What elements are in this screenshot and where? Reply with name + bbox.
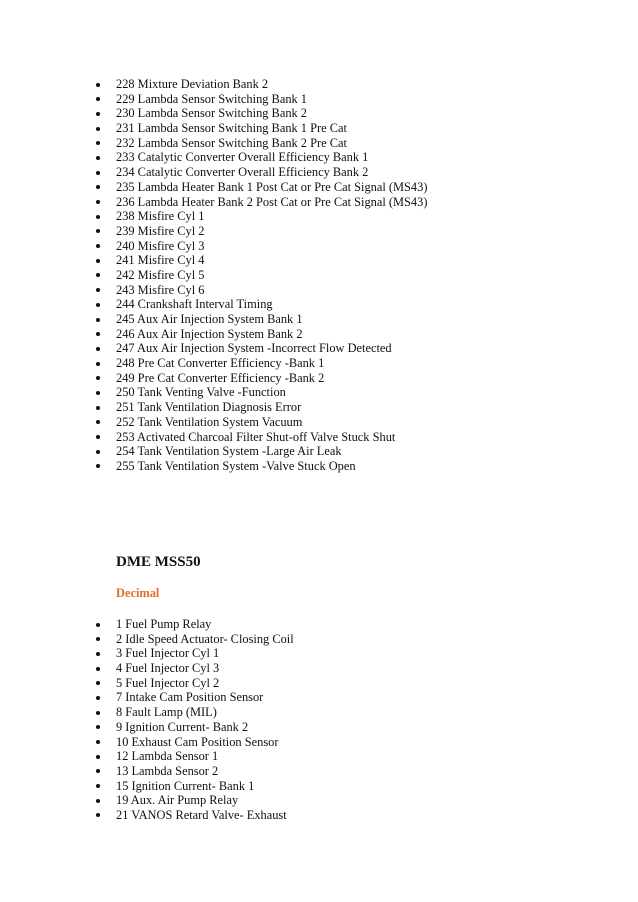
bullet-icon [96, 362, 100, 366]
bullet-icon [96, 127, 100, 131]
list-item-text: 255 Tank Ventilation System -Valve Stuck Open [116, 458, 356, 473]
list-item-text: 4 Fuel Injector Cyl 3 [116, 661, 220, 676]
list-item-text: 228 Mixture Deviation Bank 2 [116, 77, 269, 91]
bullet-icon [96, 711, 100, 715]
list-item-text: 239 Misfire Cyl 2 [116, 223, 205, 238]
bullet-icon [96, 406, 100, 410]
bullet-icon [96, 332, 100, 336]
list-item-text: 254 Tank Ventilation System -Large Air Leak [116, 444, 342, 459]
list-item-text: 252 Tank Ventilation System Vacuum [116, 414, 303, 429]
list-item-text: 236 Lambda Heater Bank 2 Post Cat or Pre Cat Signal (MS43) [116, 194, 428, 209]
list-item-text: 15 Ignition Current- Bank 1 [116, 778, 255, 793]
list-item-text: 21 VANOS Retard Valve- Exhaust [116, 807, 287, 822]
list-item-text: 8 Fault Lamp (MIL) [116, 705, 217, 720]
bullet-icon [96, 229, 100, 233]
list-item-text: 241 Misfire Cyl 4 [116, 253, 205, 268]
bullet-icon [96, 681, 100, 685]
bullet-icon [96, 318, 100, 322]
list-item-text: 12 Lambda Sensor 1 [116, 749, 219, 764]
list-item-text: 13 Lambda Sensor 2 [116, 763, 219, 778]
bullet-icon [96, 623, 100, 627]
list-item-text: 242 Misfire Cyl 5 [116, 267, 205, 282]
bullet-icon [96, 435, 100, 439]
list-item-text: 1 Fuel Pump Relay [116, 617, 212, 631]
bullet-icon [96, 725, 100, 729]
list-item-text: 248 Pre Cat Converter Efficiency -Bank 1 [116, 356, 325, 371]
bullet-icon [96, 288, 100, 292]
list-item-text: 3 Fuel Injector Cyl 1 [116, 646, 220, 661]
bullet-icon [96, 376, 100, 380]
bullet-icon [96, 83, 100, 87]
list-item-text: 250 Tank Venting Valve -Function [116, 385, 286, 400]
bullet-icon [96, 464, 100, 468]
list-item-text: 244 Crankshaft Interval Timing [116, 297, 273, 312]
bullet-icon [96, 391, 100, 395]
list-item-text: 231 Lambda Sensor Switching Bank 1 Pre Cat [116, 121, 347, 136]
bullet-icon [96, 637, 100, 641]
list-item-text: 2 Idle Speed Actuator- Closing Coil [116, 631, 294, 646]
bullet-icon [96, 112, 100, 116]
list-item-text: 10 Exhaust Cam Position Sensor [116, 734, 279, 749]
bullet-icon [96, 273, 100, 277]
list-item-text: 251 Tank Ventilation Diagnosis Error [116, 400, 302, 415]
bullet-icon [96, 200, 100, 204]
list-item-text: 5 Fuel Injector Cyl 2 [116, 675, 220, 690]
list-item-text: 249 Pre Cat Converter Efficiency -Bank 2 [116, 370, 325, 385]
bullet-icon [96, 755, 100, 759]
bullet-icon [96, 171, 100, 175]
list-item-text: 234 Catalytic Converter Overall Efficiency Bank 2 [116, 165, 369, 180]
list-item-text: 247 Aux Air Injection System -Incorrect Flow Detected [116, 341, 392, 356]
bullet-icon [96, 215, 100, 219]
section-subheading: Decimal [116, 586, 160, 600]
list-item-text: 230 Lambda Sensor Switching Bank 2 [116, 106, 308, 121]
bullet-icon [96, 799, 100, 803]
bullet-icon [96, 303, 100, 307]
bullet-icon [96, 667, 100, 671]
bullet-icon [96, 141, 100, 145]
bullet-icon [96, 450, 100, 454]
bullet-icon [96, 244, 100, 248]
list-item-text: 238 Misfire Cyl 1 [116, 209, 205, 224]
list-item-text: 246 Aux Air Injection System Bank 2 [116, 326, 303, 341]
bullet-icon [96, 259, 100, 263]
bullet-icon [96, 156, 100, 160]
bullet-icon [96, 97, 100, 101]
list-item-text: 233 Catalytic Converter Overall Efficiency Bank 1 [116, 150, 369, 165]
bullet-icon [96, 347, 100, 351]
list-item-text: 240 Misfire Cyl 3 [116, 238, 205, 253]
section-heading: DME MSS50 [116, 554, 201, 570]
bullet-icon [96, 784, 100, 788]
list-item-text: 235 Lambda Heater Bank 1 Post Cat or Pre Cat Signal (MS43) [116, 179, 428, 194]
list-item-text: 243 Misfire Cyl 6 [116, 282, 205, 297]
bullet-icon [96, 696, 100, 700]
list-item-text: 232 Lambda Sensor Switching Bank 2 Pre Cat [116, 135, 347, 150]
bullet-icon [96, 652, 100, 656]
list-item-text: 7 Intake Cam Position Sensor [116, 690, 264, 705]
bullet-icon [96, 813, 100, 817]
list-item-text: 229 Lambda Sensor Switching Bank 1 [116, 91, 308, 106]
bullet-icon [96, 420, 100, 424]
list-item-text: 253 Activated Charcoal Filter Shut-off Valve Stuck Shut [116, 429, 396, 444]
list-item-text: 19 Aux. Air Pump Relay [116, 793, 239, 808]
list-item-text: 9 Ignition Current- Bank 2 [116, 719, 249, 734]
bullet-icon [96, 185, 100, 189]
bullet-icon [96, 740, 100, 744]
list-item-text: 245 Aux Air Injection System Bank 1 [116, 312, 303, 326]
bullet-icon [96, 769, 100, 773]
